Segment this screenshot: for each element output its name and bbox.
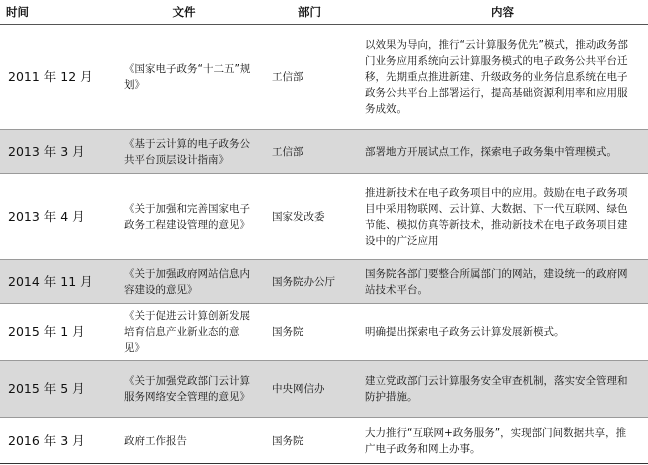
cell-document: 《基于云计算的电子政务公共平台顶层设计指南》 bbox=[106, 130, 262, 174]
table-row bbox=[0, 361, 648, 418]
cell-time: 2016 年 3 月 bbox=[0, 418, 106, 464]
cell-time: 2013 年 3 月 bbox=[0, 130, 106, 174]
cell-department: 中央网信办 bbox=[262, 361, 357, 418]
cell-department: 国务院 bbox=[262, 304, 357, 361]
table-row bbox=[0, 304, 648, 361]
cell-time: 2011 年 12 月 bbox=[0, 25, 106, 130]
cell-time: 2015 年 5 月 bbox=[0, 361, 106, 418]
cell-content: 推进新技术在电子政务项目中的应用。鼓励在电子政务项目中采用物联网、云计算、大数据、下一代互联网、绿色节能、模拟仿真等新技术，推动新技术在电子政务项目建设中的广泛应用 bbox=[357, 174, 648, 260]
table-row bbox=[0, 25, 648, 130]
cell-document: 《关于促进云计算创新发展培育信息产业新业态的意见》 bbox=[106, 304, 262, 361]
cell-time: 2013 年 4 月 bbox=[0, 174, 106, 260]
cell-department: 工信部 bbox=[262, 25, 357, 130]
cell-time: 2014 年 11 月 bbox=[0, 260, 106, 304]
header-row bbox=[0, 0, 648, 25]
header-content: 内容 bbox=[357, 0, 648, 25]
cell-department: 国家发改委 bbox=[262, 174, 357, 260]
cell-department: 工信部 bbox=[262, 130, 357, 174]
header-department: 部门 bbox=[262, 0, 357, 25]
cell-content: 以效果为导向，推行“云计算服务优先”模式，推动政务部门业务应用系统向云计算服务模式的电子政务公共平台迁移，先期重点推进新建、升级政务的业务信息系统在电子政务公共平台上部署运行，提高基础资源利用率和应用服务成效。 bbox=[357, 25, 648, 130]
cell-document: 《关于加强党政部门云计算服务网络安全管理的意见》 bbox=[106, 361, 262, 418]
cell-document: 《关于加强政府网站信息内容建设的意见》 bbox=[106, 260, 262, 304]
cell-content: 大力推行“互联网+政务服务”，实现部门间数据共享，推广电子政务和网上办事。 bbox=[357, 418, 648, 464]
header-time: 时间 bbox=[0, 0, 106, 25]
cell-content: 部署地方开展试点工作，探索电子政务集中管理模式。 bbox=[357, 130, 648, 174]
cell-content: 建立党政部门云计算服务安全审查机制，落实安全管理和防护措施。 bbox=[357, 361, 648, 418]
table-row bbox=[0, 260, 648, 304]
header-document: 文件 bbox=[106, 0, 262, 25]
cell-content: 明确提出探索电子政务云计算发展新模式。 bbox=[357, 304, 648, 361]
table-row bbox=[0, 418, 648, 464]
table-row bbox=[0, 130, 648, 174]
cell-time: 2015 年 1 月 bbox=[0, 304, 106, 361]
cell-document: 《关于加强和完善国家电子政务工程建设管理的意见》 bbox=[106, 174, 262, 260]
cell-department: 国务院 bbox=[262, 418, 357, 464]
cell-document: 政府工作报告 bbox=[106, 418, 262, 464]
cell-department: 国务院办公厅 bbox=[262, 260, 357, 304]
table-row bbox=[0, 174, 648, 260]
cell-content: 国务院各部门要整合所属部门的网站，建设统一的政府网站技术平台。 bbox=[357, 260, 648, 304]
cell-document: 《国家电子政务“十二五”规划》 bbox=[106, 25, 262, 130]
